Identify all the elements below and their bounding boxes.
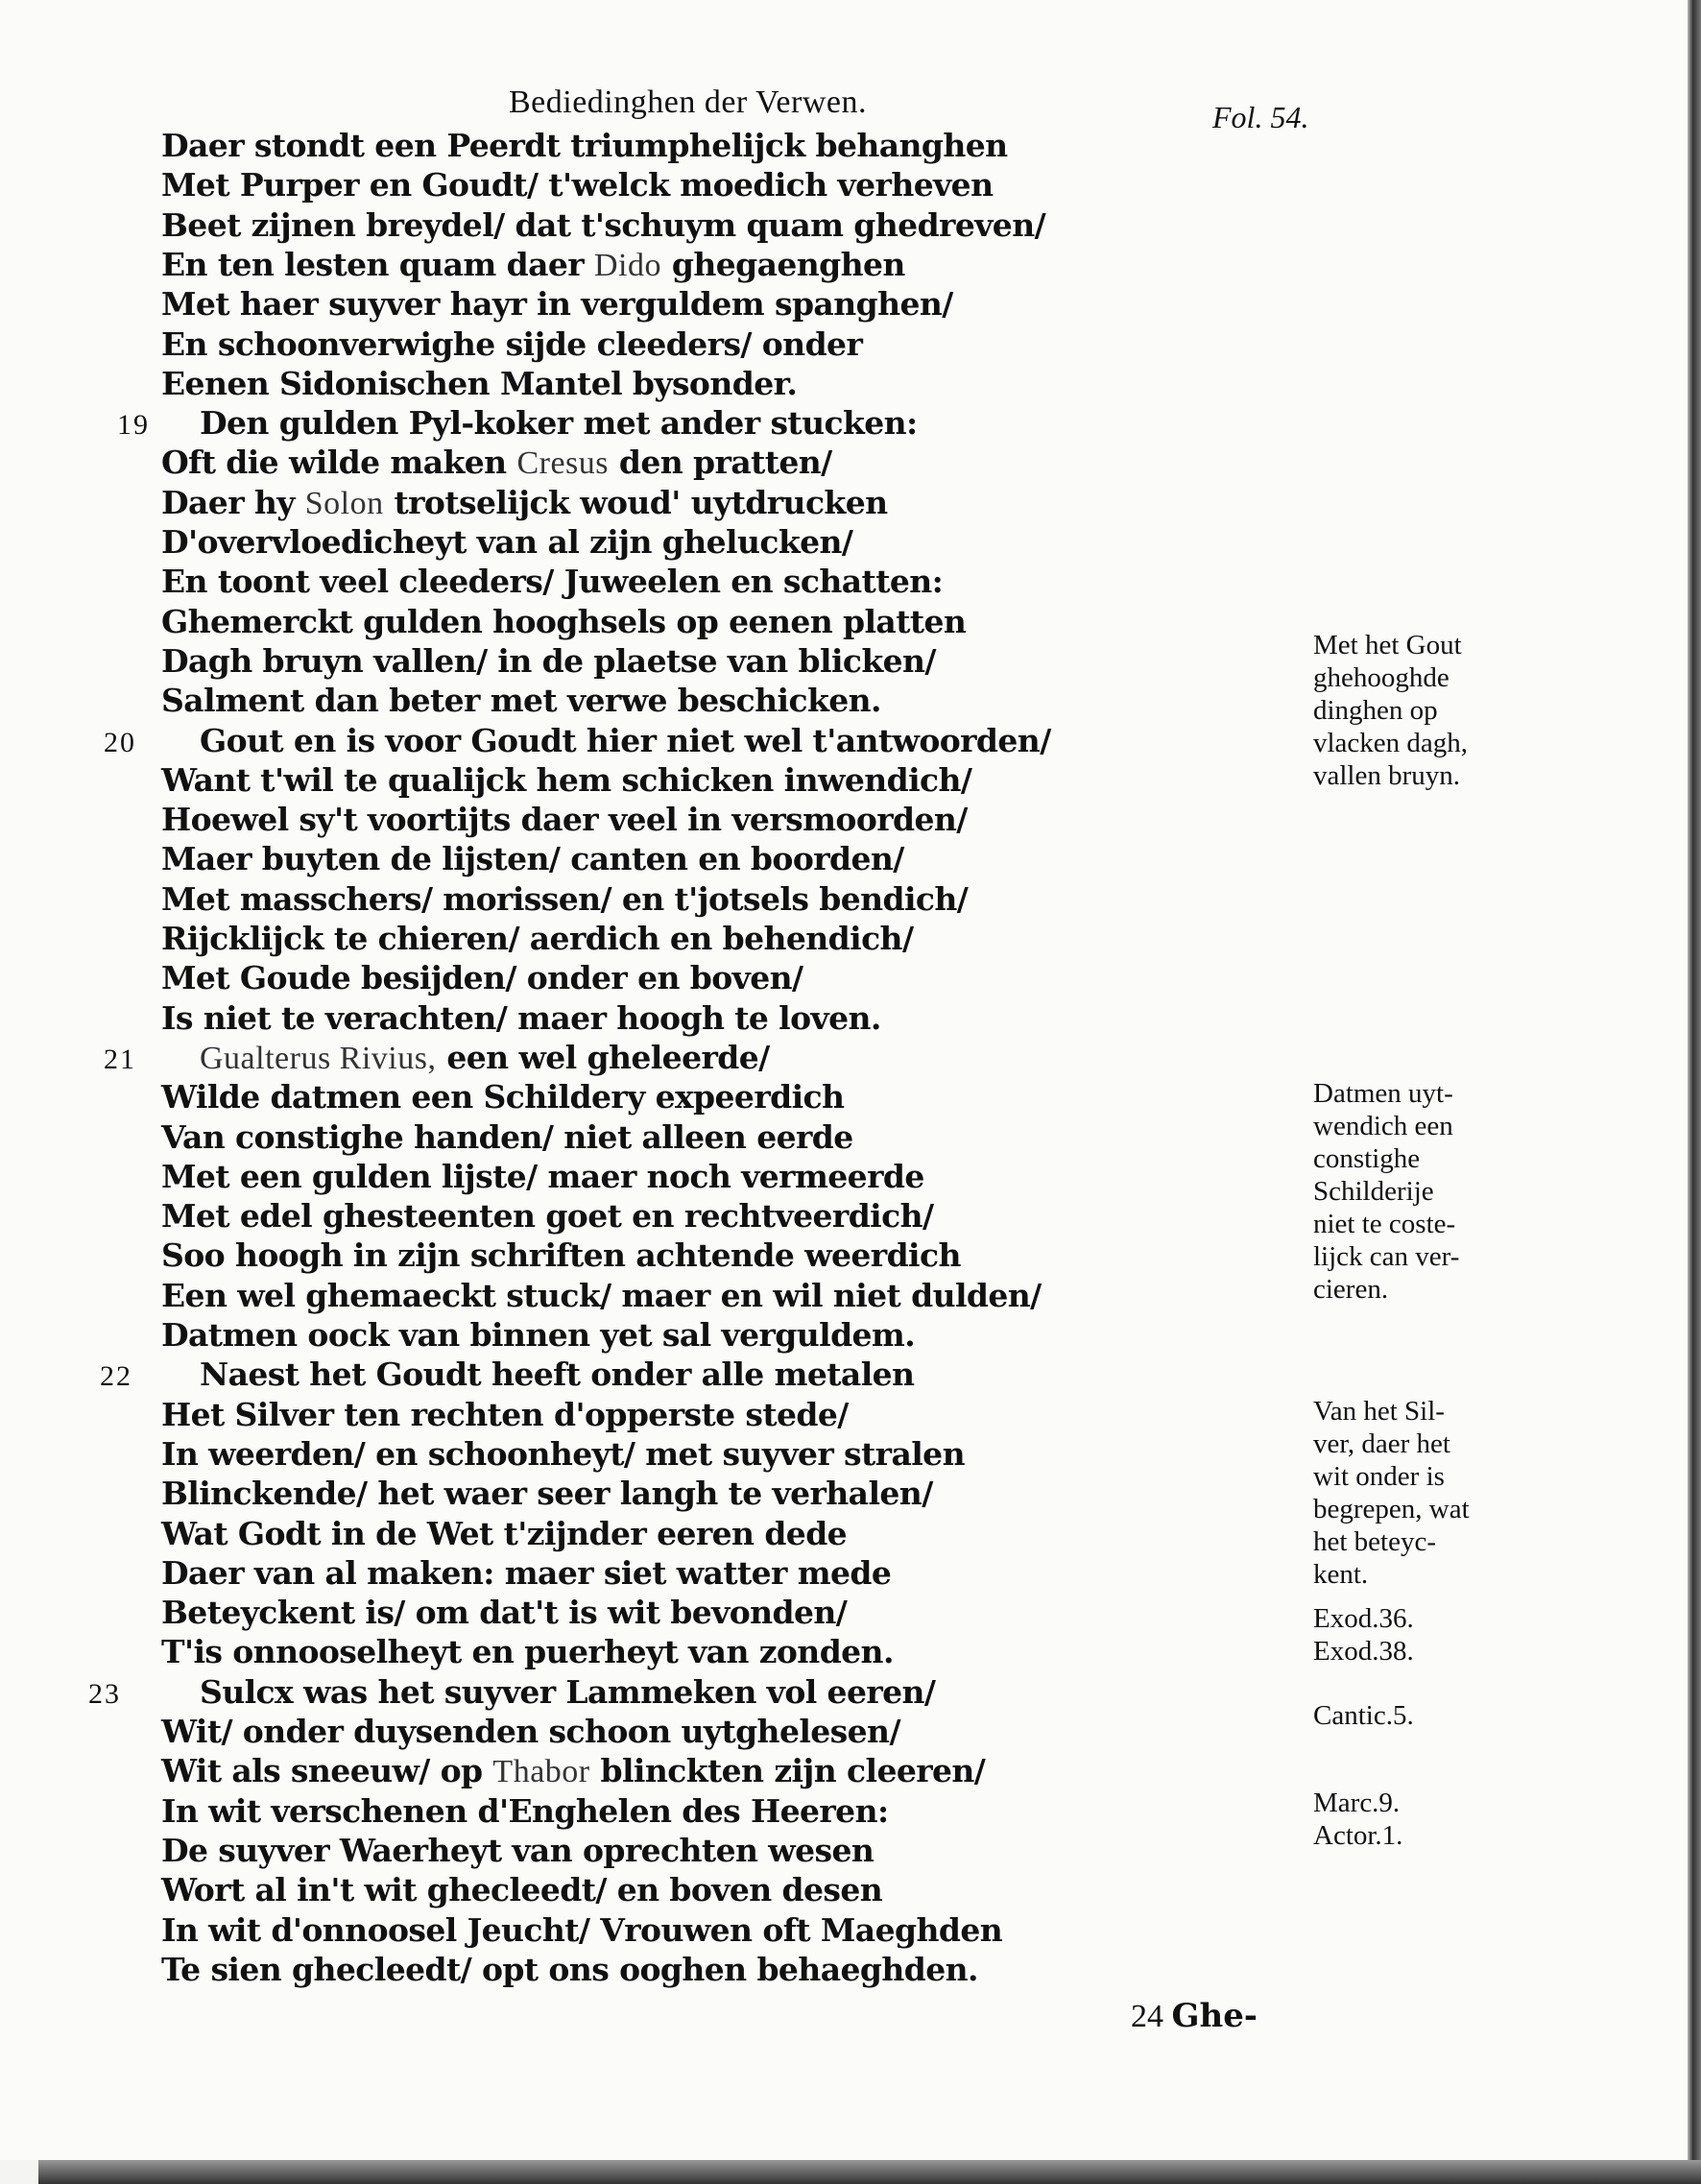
proper-name: Gualterus Rivius, xyxy=(200,1040,437,1076)
margin-note-line: begrepen, wat xyxy=(1313,1494,1470,1524)
margin-note-line: vlacken dagh, xyxy=(1313,728,1469,758)
verse-line xyxy=(161,1078,844,1116)
verse-text-segment: Eenen Sidonischen Mantel bysonder. xyxy=(161,364,798,402)
verse-line xyxy=(200,1356,914,1394)
verse-text-segment: De suyver Waerheyt van oprechten wesen xyxy=(161,1831,874,1869)
margin-note-line: Cantic.5. xyxy=(1313,1700,1414,1731)
verse-line xyxy=(200,1673,935,1712)
verse-line xyxy=(161,1236,961,1275)
verse-line xyxy=(161,1752,985,1791)
verse-text-segment: Blinckende/ het waer seer langh te verhalen/ xyxy=(161,1475,933,1513)
margin-note-line: Exod.36. xyxy=(1313,1603,1414,1634)
margin-note xyxy=(1313,1395,1470,1591)
verse-text-segment: Met een gulden lijste/ maer noch vermeerde xyxy=(161,1157,924,1195)
verse-line xyxy=(161,682,881,720)
verse-text-segment: In wit d'onnoosel Jeucht/ Vrouwen oft Maeghden xyxy=(161,1910,1003,1949)
verse-line xyxy=(161,1277,1042,1315)
verse-text-segment: Daer hy xyxy=(161,483,305,521)
margin-note-line: dinghen op xyxy=(1313,695,1438,726)
margin-note-line: vallen bruyn. xyxy=(1313,760,1461,791)
margin-note xyxy=(1313,1699,1414,1732)
margin-note-line: Schilderije xyxy=(1313,1176,1434,1207)
verse-text-segment: Gout en is voor Goudt hier niet wel t'antwoorden/ xyxy=(200,721,1051,759)
verse-line xyxy=(161,444,832,483)
verse-line xyxy=(161,206,1045,245)
margin-note xyxy=(1313,1602,1414,1668)
verse-line xyxy=(161,1316,915,1355)
margin-note xyxy=(1313,629,1468,792)
verse-line xyxy=(161,959,803,997)
verse-line xyxy=(161,603,966,641)
verse-text-segment: ghegaenghen xyxy=(660,245,905,283)
verse-line xyxy=(161,523,852,562)
verse-line xyxy=(161,1951,978,1989)
verse-text-segment: Te sien ghecleedt/ opt ons ooghen behaeghden. xyxy=(161,1950,978,1988)
margin-note-line: Exod.38. xyxy=(1313,1636,1414,1667)
verse-text-segment: den pratten/ xyxy=(609,444,832,482)
proper-name: Solon xyxy=(304,485,384,521)
proper-name: Cresus xyxy=(516,445,610,482)
verse-line xyxy=(161,1118,853,1157)
verse-line xyxy=(161,1435,965,1474)
verse-text-segment: Dagh bruyn vallen/ in de plaetse van blicken/ xyxy=(161,641,936,680)
stanza-number: 23 xyxy=(88,1677,121,1710)
margin-note-line: wendich een xyxy=(1313,1111,1453,1141)
verse-text-segment: Hoewel sy't voortijts daer veel in versmoorden/ xyxy=(161,801,968,839)
verse-line xyxy=(161,1475,933,1513)
verse-text-segment: Met masschers/ morissen/ en t'jotsels bendich/ xyxy=(161,879,969,918)
verse-text-segment: Wilde datmen een Schildery expeerdich xyxy=(161,1078,845,1116)
verse-text-segment: En schoonverwighe sijde cleeders/ onder xyxy=(161,324,863,363)
verse-line xyxy=(161,761,971,800)
margin-note xyxy=(1313,1077,1459,1306)
page-edge-bottom xyxy=(38,2160,1701,2184)
folio-number: Fol. 54. xyxy=(1212,100,1309,134)
verse-text-segment: Met haer suyver hayr in verguldem spanghen/ xyxy=(161,285,953,324)
verse-text-segment: Beet zijnen breydel/ dat t'schuym quam ghedreven/ xyxy=(161,205,1046,244)
verse-line xyxy=(161,999,881,1038)
verse-text-segment: Oft die wilde maken xyxy=(161,444,517,482)
verse-line xyxy=(161,166,993,204)
stanza-number: 20 xyxy=(104,726,136,758)
verse-line xyxy=(161,642,936,681)
verse-text-segment: En ten lesten quam daer xyxy=(161,245,594,283)
margin-note-line: ghehooghde xyxy=(1313,662,1449,693)
verse-line xyxy=(200,404,918,443)
verse-line xyxy=(161,1871,882,1909)
verse-line xyxy=(161,1515,847,1553)
margin-note-line: wit onder is xyxy=(1313,1461,1445,1492)
verse-line xyxy=(161,801,968,839)
verse-line xyxy=(161,1832,874,1870)
verse-text-segment: T'is onnooselheyt en puerheyt van zonden. xyxy=(161,1633,894,1671)
verse-text-segment: blinckten zijn cleeren/ xyxy=(589,1752,986,1790)
verse-text-segment: Beteyckent is/ om dat't is wit bevonden/ xyxy=(161,1594,848,1632)
verse-line xyxy=(161,880,968,919)
page-edge-right xyxy=(1688,0,1701,2184)
margin-note-line: het beteyc- xyxy=(1313,1526,1437,1557)
verse-text-segment: een wel gheleerde/ xyxy=(436,1038,770,1076)
verse-line xyxy=(161,1554,891,1593)
verse-line xyxy=(161,1396,849,1434)
margin-note-line: cieren. xyxy=(1313,1274,1389,1305)
verse-text-segment: Het Silver ten rechten d'opperste stede/ xyxy=(161,1395,849,1433)
verse-line xyxy=(161,1633,894,1671)
verse-line xyxy=(161,246,905,285)
verse-text-segment: Wit als sneeuw/ op xyxy=(161,1752,493,1790)
verse-text-segment: En toont veel cleeders/ Juweelen en schatten: xyxy=(161,563,944,601)
verse-line xyxy=(161,1594,847,1632)
margin-note-line: niet te coste- xyxy=(1313,1209,1456,1239)
margin-note-line: Datmen uyt- xyxy=(1313,1078,1453,1109)
stanza-number: 21 xyxy=(104,1043,136,1075)
verse-text-segment: D'overvloedicheyt van al zijn ghelucken/ xyxy=(161,523,853,561)
verse-text-segment: In weerden/ en schoonheyt/ met suyver stralen xyxy=(161,1434,965,1473)
signature-number: 24 xyxy=(1131,1999,1163,2034)
verse-line xyxy=(161,1158,924,1196)
verse-text-segment: Den gulden Pyl-koker met ander stucken: xyxy=(200,404,918,443)
verse-text-segment: Rijcklijck te chieren/ aerdich en behendich/ xyxy=(161,920,914,957)
margin-note-line: kent. xyxy=(1313,1559,1369,1590)
verse-line xyxy=(161,365,797,403)
verse-text-segment: Met Purper en Goudt/ t'welck moedich verheven xyxy=(161,166,994,204)
proper-name: Thabor xyxy=(492,1754,590,1790)
verse-text-segment: Met Goude besijden/ onder en boven/ xyxy=(161,959,803,997)
verse-line xyxy=(161,1197,933,1236)
verse-text-segment: Ghemerckt gulden hooghsels op eenen platten xyxy=(161,602,967,640)
margin-note-line: ver, daer het xyxy=(1313,1428,1450,1459)
verse-text-segment: trotselijck woud' uytdrucken xyxy=(383,483,888,521)
margin-note xyxy=(1313,1787,1402,1852)
stanza-number: 22 xyxy=(100,1360,132,1393)
verse-text-segment: Want t'wil te qualijck hem schicken inwendich/ xyxy=(161,760,972,799)
proper-name: Dido xyxy=(593,247,661,283)
verse-line xyxy=(161,563,943,601)
verse-text-segment: Daer van al maken: maer siet watter mede xyxy=(161,1553,892,1592)
verse-line xyxy=(161,1911,1002,1950)
verse-text-segment: Wat Godt in de Wet t'zijnder eeren dede xyxy=(161,1514,848,1552)
margin-note-line: Met het Gout xyxy=(1313,630,1462,660)
verse-text-segment: Van constighe handen/ niet alleen eerde xyxy=(161,1117,853,1156)
verse-line xyxy=(161,1792,889,1831)
margin-note-line: Actor.1. xyxy=(1313,1820,1403,1851)
margin-note-line: Van het Sil- xyxy=(1313,1396,1445,1427)
verse-text-segment: Sulcx was het suyver Lammeken vol eeren/ xyxy=(200,1672,936,1711)
verse-text-segment: Salment dan beter met verwe beschicken. xyxy=(161,682,881,720)
verse-text-segment: Soo hoogh in zijn schriften achtende weerdich xyxy=(161,1236,961,1275)
verse-line xyxy=(161,484,888,523)
catchword xyxy=(1131,1997,1258,2035)
verse-text-segment: In wit verschenen d'Enghelen des Heeren: xyxy=(161,1791,889,1830)
margin-note-line: Marc.9. xyxy=(1313,1788,1401,1818)
verse-text-segment: Daer stondt een Peerdt triumphelijck behanghen xyxy=(161,127,1008,164)
verse-line xyxy=(161,325,862,364)
verse-text-segment: Een wel ghemaeckt stuck/ maer en wil niet dulden/ xyxy=(161,1276,1042,1314)
verse-line xyxy=(161,840,904,878)
verse-text-segment: Met edel ghesteenten goet en rechtveerdich/ xyxy=(161,1197,934,1236)
verse-line xyxy=(161,1713,900,1751)
verse-line xyxy=(200,722,1051,760)
verse-line xyxy=(161,920,913,958)
margin-note-line: constighe xyxy=(1313,1143,1421,1174)
catchword-text: Ghe- xyxy=(1171,1997,1258,2035)
verse-text-segment: Maer buyten de lijsten/ canten en boorden/ xyxy=(161,840,904,878)
verse-text-segment: Wit/ onder duysenden schoon uytghelesen/ xyxy=(161,1713,900,1750)
verse-text-segment: Wort al in't wit ghecleedt/ en boven desen xyxy=(161,1871,883,1909)
stanza-number: 19 xyxy=(117,409,150,442)
verse-line xyxy=(161,285,953,324)
verse-line xyxy=(200,1039,770,1078)
running-head: Bediedinghen der Verwen. xyxy=(509,84,867,120)
verse-text-segment: Is niet te verachten/ maer hoogh te loven. xyxy=(161,998,881,1037)
verse-text-segment: Naest het Goudt heeft onder alle metalen xyxy=(200,1356,915,1394)
verse-line xyxy=(161,127,1008,165)
margin-note-line: lijck can ver- xyxy=(1313,1241,1460,1272)
verse-text-segment: Datmen oock van binnen yet sal verguldem. xyxy=(161,1316,916,1354)
